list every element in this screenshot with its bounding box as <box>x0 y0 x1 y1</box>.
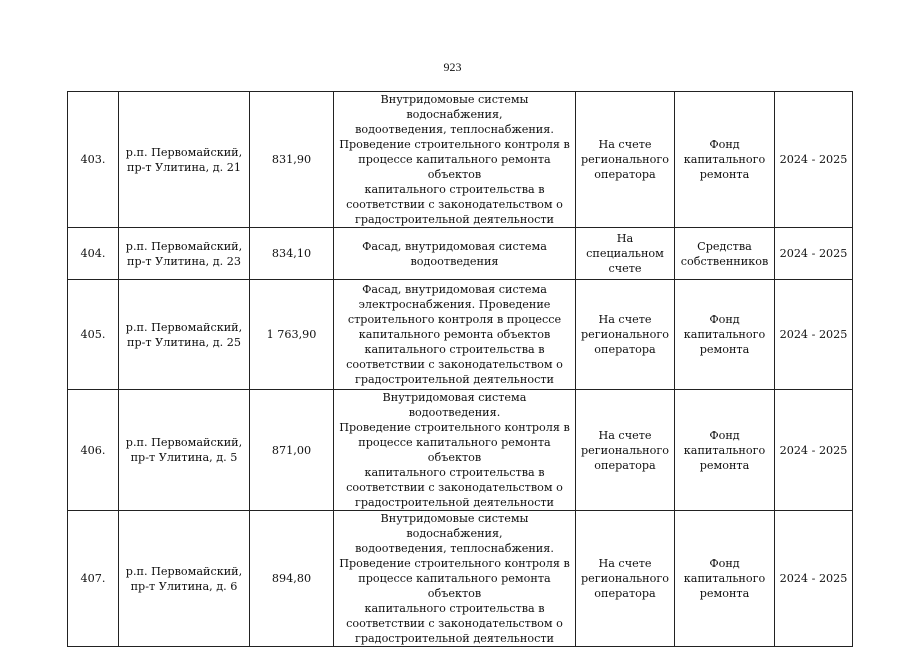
account-line: оператора <box>594 343 656 356</box>
account-line: оператора <box>594 168 656 181</box>
work-line: соответствии с законодательством о <box>346 198 563 211</box>
funding-source-line: капитального <box>683 443 766 457</box>
work-line: водоотведения <box>410 254 499 268</box>
funding-source-line: капитального <box>683 153 766 166</box>
funding-source-cell <box>675 280 775 390</box>
table-row <box>68 511 853 647</box>
account-line: регионального <box>581 153 669 166</box>
registry-table-body <box>68 92 853 647</box>
area-cell: 894,80 <box>250 511 334 647</box>
funding-source-line: капитального <box>683 572 766 585</box>
funding-source-line: ремонта <box>699 458 750 472</box>
account-line: На счете <box>598 557 652 570</box>
account-line: регионального <box>581 328 669 341</box>
registry-table <box>67 91 853 647</box>
address-line: р.п. Первомайский, <box>125 239 243 253</box>
address-cell <box>119 390 250 511</box>
account-cell <box>576 511 675 647</box>
row-number: 403. <box>68 92 119 228</box>
work-line: капитального строительства в <box>364 602 545 615</box>
work-line: капитального строительства в <box>364 466 545 479</box>
address-line: пр-т Улитина, д. 6 <box>130 579 238 593</box>
work-line: капитального ремонта объектов <box>358 328 551 341</box>
period-cell: 2024 - 2025 <box>775 280 853 390</box>
work-line: градостроительной деятельности <box>354 373 554 386</box>
area-cell: 871,00 <box>250 390 334 511</box>
account-cell <box>576 92 675 228</box>
period-cell: 2024 - 2025 <box>775 92 853 228</box>
work-line: электроснабжения. Проведение <box>358 298 551 311</box>
period-cell: 2024 - 2025 <box>775 390 853 511</box>
row-number: 407. <box>68 511 119 647</box>
work-line: Внутридомовые системы водоснабжения, <box>380 93 529 121</box>
work-line: процессе капитального ремонта объектов <box>358 153 551 181</box>
work-cell <box>334 280 576 390</box>
account-line: регионального <box>581 572 669 585</box>
address-cell <box>119 511 250 647</box>
address-line: пр-т Улитина, д. 5 <box>130 451 238 464</box>
funding-source-cell <box>675 511 775 647</box>
work-line: соответствии с законодательством о <box>346 481 563 494</box>
work-line: процессе капитального ремонта объектов <box>358 436 551 464</box>
work-line: Проведение строительного контроля в <box>339 138 570 151</box>
account-line: счете <box>608 262 642 275</box>
table-row <box>68 228 853 280</box>
work-line: капитального строительства в <box>364 343 545 356</box>
address-line: пр-т Улитина, д. 25 <box>127 335 241 349</box>
work-line: Фасад, внутридомовая система <box>362 283 547 296</box>
funding-source-line: Фонд <box>709 138 740 151</box>
account-line: оператора <box>594 587 656 600</box>
funding-source-line: Фонд <box>709 313 740 326</box>
row-number: 406. <box>68 390 119 511</box>
work-cell <box>334 511 576 647</box>
row-number: 404. <box>68 228 119 280</box>
account-cell <box>576 228 675 280</box>
funding-source-line: ремонта <box>699 343 750 356</box>
account-line: На <box>616 232 634 245</box>
account-line: специальном <box>586 247 664 260</box>
work-line: Внутридомовые системы водоснабжения, <box>380 512 529 540</box>
area-cell: 831,90 <box>250 92 334 228</box>
table-row <box>68 390 853 511</box>
period-cell: 2024 - 2025 <box>775 511 853 647</box>
funding-source-line: капитального <box>683 328 766 341</box>
address-line: р.п. Первомайский, <box>125 145 243 159</box>
row-number: 405. <box>68 280 119 390</box>
area-cell: 1 763,90 <box>250 280 334 390</box>
work-line: Внутридомовая система водоотведения. <box>382 391 527 419</box>
account-line: оператора <box>594 458 656 472</box>
address-line: пр-т Улитина, д. 21 <box>127 160 241 174</box>
work-cell <box>334 228 576 280</box>
work-line: соответствии с законодательством о <box>346 358 563 371</box>
funding-source-cell <box>675 92 775 228</box>
work-line: градостроительной деятельности <box>354 496 554 509</box>
address-cell <box>119 228 250 280</box>
address-line: р.п. Первомайский, <box>125 436 243 449</box>
funding-source-line: собственников <box>680 254 769 268</box>
funding-source-line: ремонта <box>699 587 750 600</box>
page-number: 923 <box>443 60 462 74</box>
work-cell <box>334 92 576 228</box>
work-line: соответствии с законодательством о <box>346 617 563 630</box>
address-line: р.п. Первомайский, <box>125 564 243 578</box>
work-line: капитального строительства в <box>364 183 545 196</box>
account-line: На счете <box>598 428 652 442</box>
work-line: Проведение строительного контроля в <box>339 557 570 570</box>
funding-source-line: Средства <box>697 239 752 253</box>
table-row <box>68 280 853 390</box>
address-cell <box>119 92 250 228</box>
address-cell <box>119 280 250 390</box>
account-cell <box>576 390 675 511</box>
work-line: процессе капитального ремонта объектов <box>358 572 551 600</box>
area-cell: 834,10 <box>250 228 334 280</box>
work-line: Фасад, внутридомовая система <box>362 239 547 253</box>
work-line: водоотведения, теплоснабжения. <box>355 123 554 136</box>
work-line: градостроительной деятельности <box>354 632 554 645</box>
account-cell <box>576 280 675 390</box>
funding-source-line: ремонта <box>699 168 750 181</box>
work-line: Проведение строительного контроля в <box>339 421 570 434</box>
account-line: На счете <box>598 313 652 326</box>
funding-source-line: Фонд <box>709 428 740 442</box>
account-line: На счете <box>598 138 652 151</box>
work-line: строительного контроля в процессе <box>347 313 562 326</box>
address-line: р.п. Первомайский, <box>125 320 243 334</box>
period-cell: 2024 - 2025 <box>775 228 853 280</box>
funding-source-line: Фонд <box>709 557 740 570</box>
funding-source-cell <box>675 390 775 511</box>
account-line: регионального <box>581 443 669 457</box>
funding-source-cell <box>675 228 775 280</box>
work-line: градостроительной деятельности <box>354 213 554 226</box>
work-cell <box>334 390 576 511</box>
table-row <box>68 92 853 228</box>
work-line: водоотведения, теплоснабжения. <box>355 542 554 555</box>
address-line: пр-т Улитина, д. 23 <box>127 254 241 268</box>
